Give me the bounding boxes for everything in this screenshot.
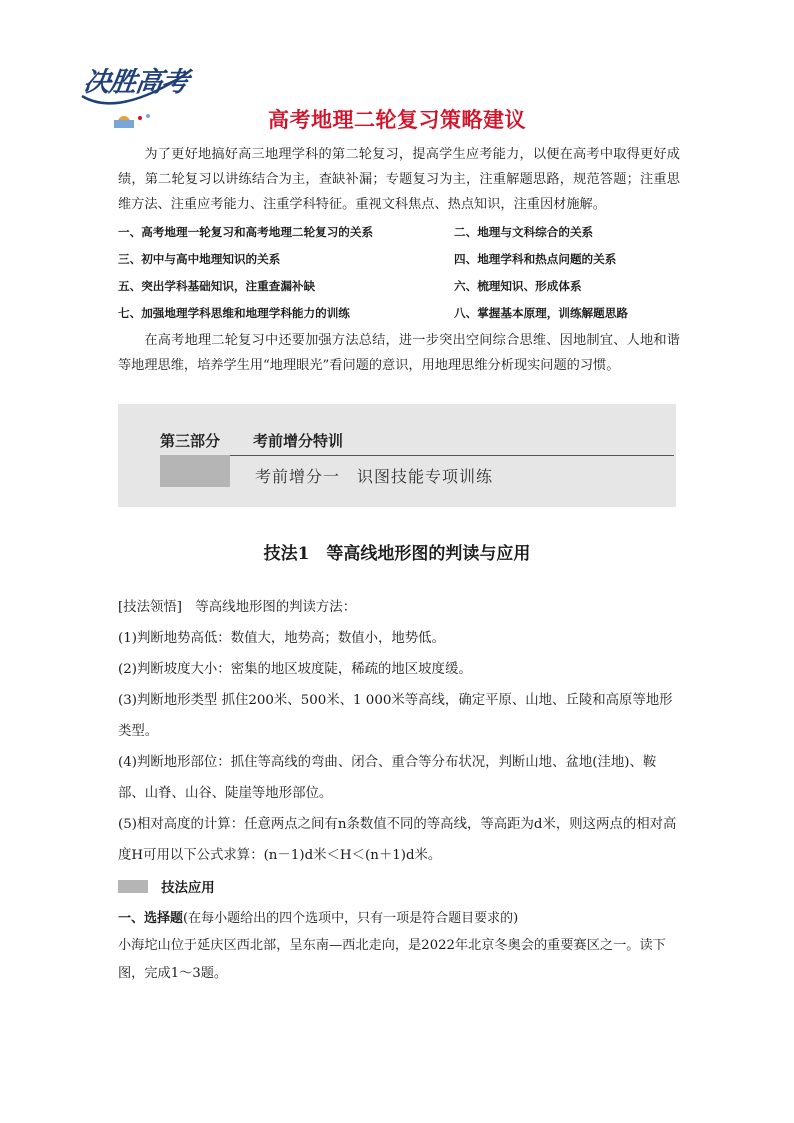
section-banner — [118, 404, 676, 507]
banner-subtitle: 考前增分一 识图技能专项训练 — [255, 467, 494, 486]
outline-row — [118, 222, 680, 249]
outline-item: 七、加强地理学科思维和地理学科能力的训练 — [118, 306, 350, 320]
outline-item: 五、突出学科基础知识，注重查漏补缺 — [118, 279, 316, 293]
outline-item: 六、梳理知识、形成体系 — [454, 279, 582, 293]
tip-line: (4)判断地形部位：抓住等高线的弯曲、闭合、重合等分布状况，判断山地、盆地(洼地)、鞍部、山脊、山谷、陡崖等地形部位。 — [118, 755, 657, 801]
outline-list — [118, 222, 680, 330]
outline-item: 八、掌握基本原理，训练解题思路 — [454, 306, 628, 320]
banner-part-title: 考前增分特训 — [253, 432, 344, 450]
outline-row — [118, 276, 680, 303]
application-heading — [118, 876, 215, 896]
outline-row — [118, 249, 680, 276]
tip-line: (5)相对高度的计算：任意两点之间有n条数值不同的等高线，等高距为d米，则这两点的相对高度H可用以下公式求算：(n－1)d米＜H＜(n＋1)d米。 — [118, 817, 677, 863]
outline-item: 二、地理与文科综合的关系 — [454, 225, 594, 239]
tip-line: (2)判断坡度大小：密集的地区坡度陡，稀疏的地区坡度缓。 — [118, 662, 472, 677]
banner-block — [160, 455, 230, 487]
banner-divider — [160, 455, 674, 456]
outline-row — [118, 303, 680, 330]
tips-block — [118, 592, 680, 871]
question-note: (在每小题给出的四个选项中，只有一项是符合题目要求的) — [183, 911, 519, 926]
closing-paragraph: 在高考地理二轮复习中还要加强方法总结，进一步突出空间综合思维、因地制宜、人地和谐等地理思维，培养学生用“地理眼光”看问题的意识，用地理思维分析现实问题的习惯。 — [118, 333, 680, 373]
application-label: 技法应用 — [161, 881, 215, 896]
section-title: 技法1 等高线地形图的判读与应用 — [263, 544, 531, 564]
question-text: 小海坨山位于延庆区西北部，呈东南—西北走向，是2022年北京冬奥会的重要赛区之一。读下图，完成1～3题。 — [118, 938, 666, 981]
question-type: 一、选择题 — [118, 911, 184, 926]
page-title: 高考地理二轮复习策略建议 — [268, 108, 526, 132]
intro-paragraph: 为了更好地搞好高三地理学科的第二轮复习，提高学生应考能力，以便在高考中取得更好成绩，第二轮复习以讲练结合为主，查缺补漏；专题复习为主，注重解题思路，规范答题；注重思维方法、注重应考能力、注重学科特征。重视文科焦点、热点知识，注重因材施解。 — [118, 147, 680, 212]
tip-line: (1)判断地势高低：数值大，地势高；数值小，地势低。 — [118, 631, 445, 646]
tip-line: [技法领悟] 等高线地形图的判读方法： — [118, 600, 357, 615]
banner-part-label: 第三部分 — [160, 432, 221, 450]
tip-line: (3)判断地形类型 抓住200米、500米、1 000米等高线，确定平原、山地、丘陵和高原等地形类型。 — [118, 693, 673, 739]
outline-item: 一、高考地理一轮复习和高考地理二轮复习的关系 — [118, 225, 374, 239]
heading-marker — [118, 880, 148, 893]
question-heading — [118, 907, 518, 926]
logo-text: 决胜高考 — [81, 67, 190, 98]
outline-item: 四、地理学科和热点问题的关系 — [454, 252, 617, 266]
outline-item: 三、初中与高中地理知识的关系 — [118, 252, 281, 266]
